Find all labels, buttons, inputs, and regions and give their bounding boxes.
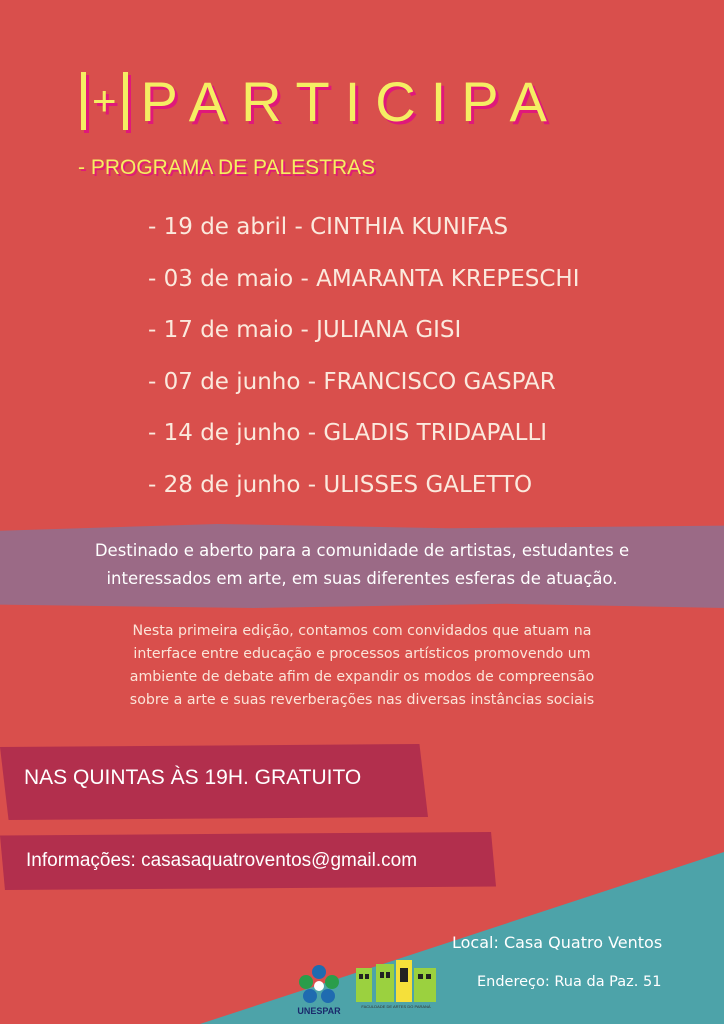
schedule-item: - 17 de maio - JULIANA GISI	[148, 317, 462, 343]
fap-logo-icon	[356, 960, 436, 1002]
schedule-note: NAS QUINTAS ÀS 19H. GRATUITO	[24, 766, 362, 789]
audience-text: Destinado e aberto para a comunidade de artistas, estudantes e interessados em arte, em suas diferentes esferas de atuação.	[94, 541, 630, 588]
schedule-item: - 28 de junho - ULISSES GALETTO	[148, 471, 533, 498]
unespar-logo-label: UNESPAR	[297, 1006, 341, 1016]
schedule-item: - 07 de junho - FRANCISCO GASPAR	[148, 368, 556, 395]
schedule-item: - 03 de maio - AMARANTA KREPESCHI	[148, 265, 580, 292]
title-text: PARTICIPA	[140, 69, 562, 133]
venue-name: Local: Casa Quatro Ventos	[452, 933, 663, 952]
participa-logo-mark: +	[78, 72, 131, 130]
poster-title	[78, 62, 562, 140]
schedule-item: - 19 de abril - CINTHIA KUNIFAS	[148, 214, 509, 240]
contact-email: Informações: casasaquatroventos@gmail.com	[26, 850, 418, 871]
subtitle: - PROGRAMA DE PALESTRAS	[78, 156, 376, 179]
venue-address: Endereço: Rua da Paz. 51	[477, 974, 662, 990]
description-paragraph: Nesta primeira edição, contamos com convidados que atuam na interface entre educação e processos artísticos promovendo um ambiente de debate afim de expandir os modos de compreensão sobre a arte e suas reverberações nas diversas instâncias sociais	[129, 623, 595, 708]
fap-logo-label: FACULDADE DE ARTES DO PARANÁ	[361, 1004, 431, 1009]
lecture-schedule	[148, 206, 579, 515]
schedule-item: - 14 de junho - GLADIS TRIDAPALLI	[148, 420, 548, 446]
